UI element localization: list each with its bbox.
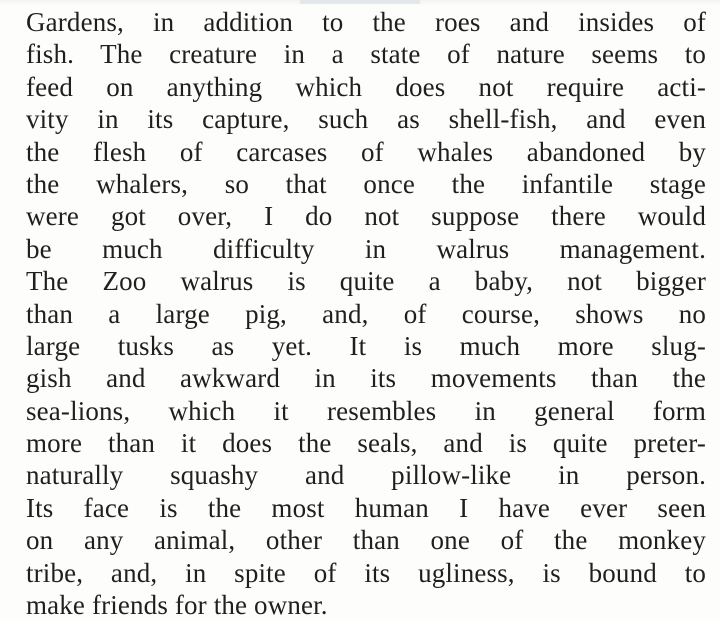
text-line: fish. The creature in a state of nature seems to (26, 39, 706, 70)
cropped-next-line (30, 612, 330, 620)
text-line: were got over, I do not suppose there would (26, 201, 706, 232)
text-line: large tusks as yet. It is much more slug- (26, 330, 706, 361)
text-line: more than it does the seals, and is quite preter- (26, 428, 706, 459)
article-text-block (26, 6, 706, 620)
text-line: be much difficulty in walrus management. (26, 233, 706, 264)
text-line: on any animal, other than one of the monkey (26, 525, 706, 556)
text-line: naturally squashy and pillow-like in person. (26, 460, 706, 491)
text-line: Its face is the most human I have ever seen (26, 492, 706, 523)
text-line: Gardens, in addition to the roes and insides of (26, 7, 706, 37)
text-line-final: make friends for the owner. (26, 590, 328, 620)
text-line: than a large pig, and, of course, shows no (26, 298, 706, 329)
text-line: the whalers, so that once the infantile stage (26, 168, 706, 199)
text-line: feed on anything which does not require acti- (26, 71, 706, 102)
text-line: the flesh of carcases of whales abandoned by (26, 136, 706, 167)
text-line: tribe, and, in spite of its ugliness, is bound to (26, 557, 706, 588)
text-line: vity in its capture, such as shell-fish, and even (26, 104, 706, 135)
scan-artifact (300, 0, 420, 4)
text-line: gish and awkward in its movements than the (26, 363, 706, 394)
text-line: The Zoo walrus is quite a baby, not bigger (26, 266, 706, 297)
text-line: sea-lions, which it resembles in general form (26, 395, 706, 426)
